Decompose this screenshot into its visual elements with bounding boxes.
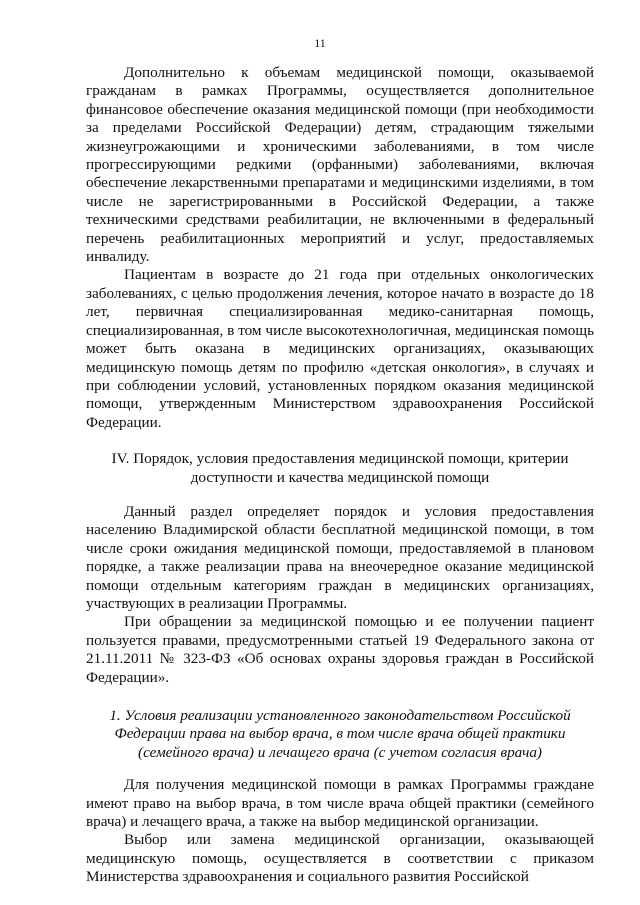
subsection-heading: 1. Условия реализации установленного законодательством Российской Федерации права на выбор врача, в том числе врача общей практики (семейного врача) и лечащего врача (с учетом согласия врача)	[109, 707, 571, 761]
paragraph-choice-of-organization: Выбор или замена медицинской организации, оказывающей медицинскую помощь, осуществляется в соответствии с приказом Министерства здравоохранения и социального развития Российской	[86, 831, 594, 886]
paragraph-additional-funding: Дополнительно к объемам медицинской помощи, оказываемой гражданам в рамках Программы, осуществляется дополнительное финансовое обеспечение оказания медицинской помощи (при необходимости за пределами Российской Федерации) детям, страдающим тяжелыми жизнеугрожающими и хроническими заболеваниями, в том числе прогрессирующими редкими (орфанными) заболеваниями, включая обеспечение лекарственными препаратами и медицинскими изделиями, в том числе не зарегистрированными в Российской Федерации, а также техническими средствами реабилитации, не включенными в федеральный перечень реабилитационных мероприятий и услуг, предоставляемых инвалиду.	[86, 64, 594, 266]
paragraph-oncology-patients: Пациентам в возрасте до 21 года при отдельных онкологических заболеваниях, с целью продолжения лечения, которое начато в возрасте до 18 лет, первичная специализированная медико-санитарная помощь, специализированная, в том числе высокотехнологичная, медицинская помощь может быть оказана в медицинских организациях, оказывающих медицинскую помощь детям по профилю «детская онкология», в случаях и при соблюдении условий, установленных порядком оказания медицинской помощи, утвержденным Министерством здравоохранения Российской Федерации.	[86, 266, 594, 431]
page-number: 11	[314, 36, 326, 50]
paragraph-choice-of-doctor: Для получения медицинской помощи в рамках Программы граждане имеют право на выбор врача, в том числе врача общей практики (семейного врача) и лечащего врача, а также на выбор медицинской организации.	[86, 776, 594, 831]
section-heading: IV. Порядок, условия предоставления медицинской помощи, критерии доступности и качества медицинской помощи	[111, 450, 569, 486]
paragraph-section-scope: Данный раздел определяет порядок и условия предоставления населению Владимирской области бесплатной медицинской помощи, в том числе сроки ожидания медицинской помощи, предоставляемой в плановом порядке, а также реализации права на внеочередное оказание медицинской помощи отдельным категориям граждан в медицинских организациях, участвующих в реализации Программы.	[86, 502, 594, 612]
document-body	[86, 64, 594, 887]
paragraph-patient-rights: При обращении за медицинской помощью и ее получении пациент пользуется правами, предусмотренными статьей 19 Федерального закона от 21.11.2011 № 323-ФЗ «Об основах охраны здоровья граждан в Российской Федерации».	[86, 613, 594, 686]
